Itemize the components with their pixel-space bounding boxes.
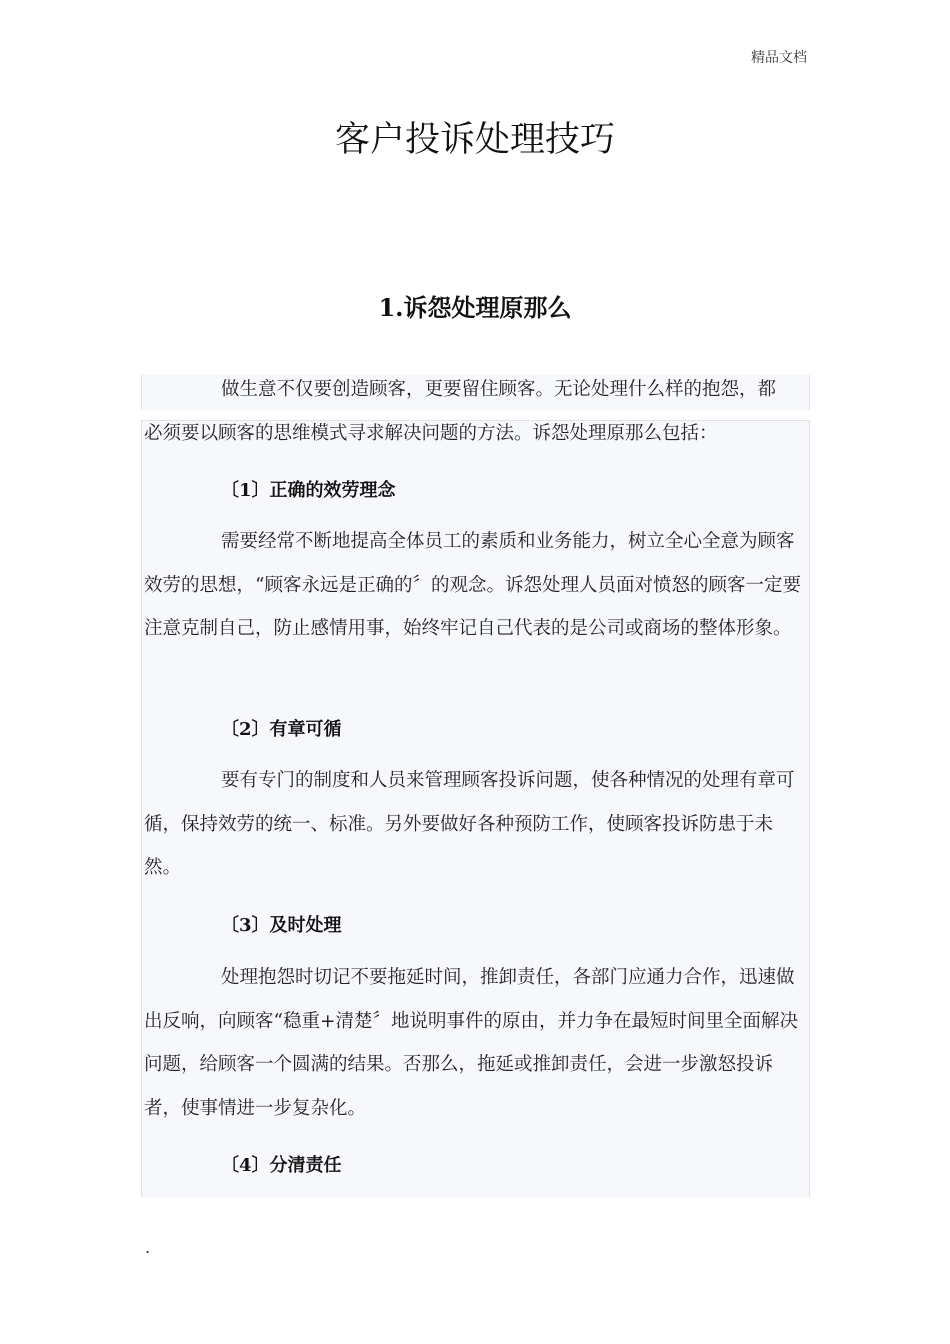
item-heading-1: 〔1〕正确的效劳理念 bbox=[221, 480, 396, 501]
item-body-1: 需要经常不断地提高全体员工的素质和业务能力，树立全心全意为顾客效劳的思想，“顾客永远是正确的〞的观念。诉怨处理人员面对愤怒的顾客一定要注意克制自己，防止感情用事，始终牢记自己代表的是公司或商场的整体形象。 bbox=[144, 531, 801, 639]
item-heading-2: 〔2〕有章可循 bbox=[221, 719, 342, 740]
item-heading-3: 〔3〕及时处理 bbox=[221, 915, 342, 936]
section-heading: 1.诉怨处理原那么 bbox=[378, 293, 572, 322]
item-body-3: 处理抱怨时切记不要拖延时间，推卸责任，各部门应通力合作，迅速做出反响，向顾客“稳重+清楚〞地说明事件的原由，并力争在最短时间里全面解决问题，给顾客一个圆满的结果。否那么，拖延或推卸责任，会进一步激怒投诉者，使事情进一步复杂化。 bbox=[144, 967, 798, 1119]
footer-mark: . bbox=[145, 1238, 151, 1257]
document-title: 客户投诉处理技巧 bbox=[334, 120, 615, 160]
page-header-label: 精品文档 bbox=[751, 50, 807, 66]
item-heading-4: 〔4〕分清责任 bbox=[221, 1155, 342, 1176]
item-body-2: 要有专门的制度和人员来管理顾客投诉问题，使各种情况的处理有章可循，保持效劳的统一、标准。另外要做好各种预防工作，使顾客投诉防患于未然。 bbox=[144, 770, 795, 878]
intro-line-1: 做生意不仅要创造顾客，更要留住顾客。无论处理什么样的抱怨，都 bbox=[221, 379, 777, 400]
intro-line-2: 必须要以顾客的思维模式寻求解决问题的方法。诉怨处理原那么包括： bbox=[144, 423, 718, 444]
